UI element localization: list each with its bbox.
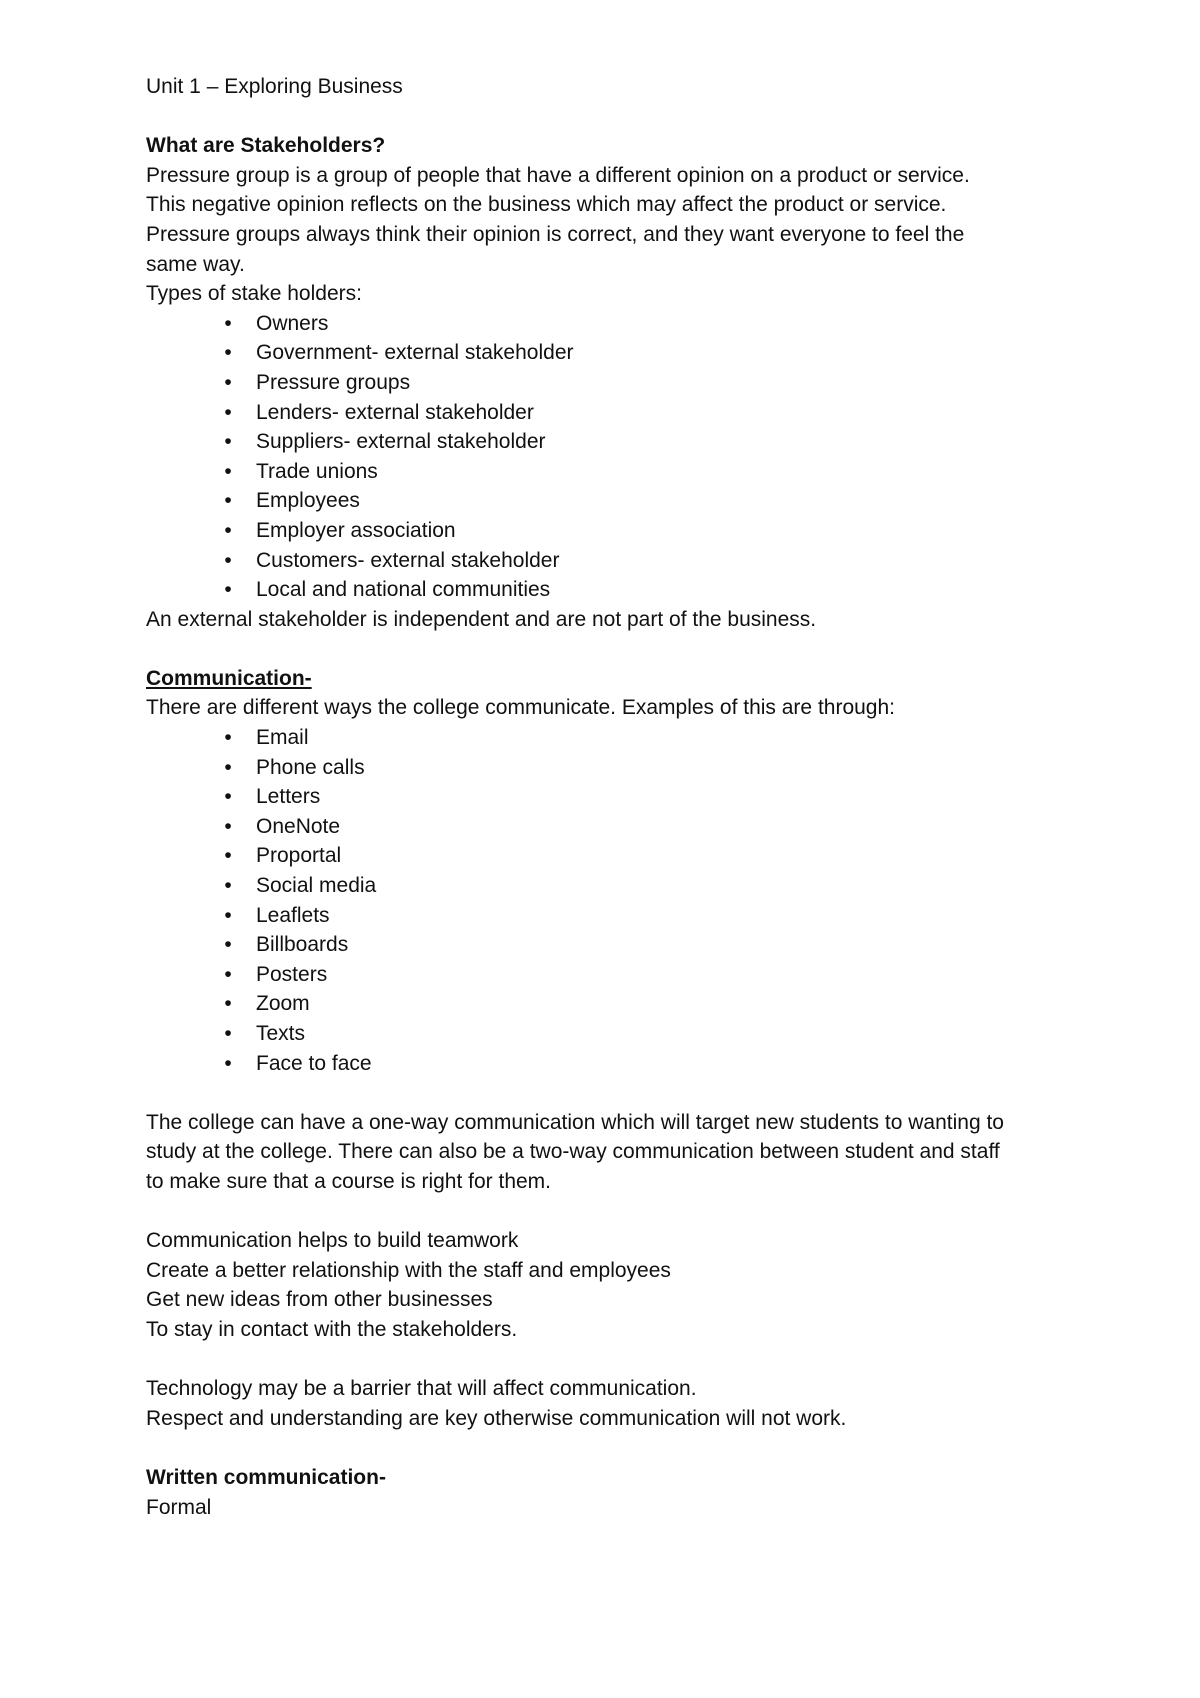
spacer xyxy=(146,1433,1086,1463)
bullet-icon: • xyxy=(224,311,232,335)
external-stakeholder-note: An external stakeholder is independent and are not part of the business. xyxy=(146,607,817,631)
document-page xyxy=(146,72,1086,1522)
stakeholder-type: Employees xyxy=(256,489,360,513)
bullet-icon: • xyxy=(224,755,232,779)
communication-benefit: Get new ideas from other businesses xyxy=(146,1288,493,1312)
communication-method: OneNote xyxy=(256,814,341,838)
spacer xyxy=(146,634,1086,664)
list-item xyxy=(146,575,1086,605)
bullet-icon: • xyxy=(224,578,232,602)
bullet-icon: • xyxy=(224,430,232,454)
written-communication-heading: Written communication- xyxy=(146,1465,386,1489)
bullet-icon: • xyxy=(224,903,232,927)
document-title: Unit 1 – Exploring Business xyxy=(146,75,403,98)
communication-method: Texts xyxy=(256,1022,306,1045)
bullet-icon: • xyxy=(224,548,232,572)
stakeholder-type: Customers- external stakeholder xyxy=(256,548,560,572)
communication-benefit: Create a better relationship with the staff and employees xyxy=(146,1258,671,1282)
stakeholders-heading: What are Stakeholders? xyxy=(146,134,386,158)
communication-heading: Communication- xyxy=(146,666,312,690)
stakeholder-type: Employer association xyxy=(256,518,456,542)
stakeholder-types-intro: Types of stake holders: xyxy=(146,282,362,306)
list-item xyxy=(146,901,1086,931)
list-item xyxy=(146,841,1086,871)
stakeholder-type: Local and national communities xyxy=(256,578,551,602)
bullet-icon: • xyxy=(224,933,232,957)
bullet-icon: • xyxy=(224,459,232,483)
communication-method: Face to face xyxy=(256,1051,372,1075)
stakeholders-paragraph-line: Pressure groups always think their opinion is correct, and they want everyone to feel the xyxy=(146,222,965,246)
communication-method: Billboards xyxy=(256,933,349,957)
communication-method: Email xyxy=(256,726,309,750)
list-item xyxy=(146,782,1086,812)
list-item xyxy=(146,398,1086,428)
list-item xyxy=(146,960,1086,990)
bullet-icon: • xyxy=(224,341,232,365)
one-way-communication-line: The college can have a one-way communication which will target new students to wanting to xyxy=(146,1110,1004,1134)
bullet-icon: • xyxy=(224,814,232,838)
bullet-icon: • xyxy=(224,489,232,513)
list-item xyxy=(146,723,1086,753)
communication-method: Phone calls xyxy=(256,755,365,779)
list-item xyxy=(146,309,1086,339)
stakeholders-paragraph-line: same way. xyxy=(146,252,245,276)
stakeholder-type: Lenders- external stakeholder xyxy=(256,400,534,424)
communication-benefit: Communication helps to build teamwork xyxy=(146,1229,519,1253)
stakeholders-paragraph-line: Pressure group is a group of people that have a different opinion on a product or service. xyxy=(146,163,970,187)
communication-barrier: Technology may be a barrier that will affect communication. xyxy=(146,1377,697,1401)
spacer xyxy=(146,1078,1086,1108)
communication-method: Social media xyxy=(256,874,377,898)
list-item xyxy=(146,368,1086,398)
one-way-communication-line: study at the college. There can also be a two-way communication between student and staff xyxy=(146,1140,1000,1164)
stakeholder-type: Pressure groups xyxy=(256,370,411,394)
bullet-icon: • xyxy=(224,518,232,542)
bullet-icon: • xyxy=(224,874,232,898)
bullet-icon: • xyxy=(224,962,232,986)
bullet-icon: • xyxy=(224,785,232,809)
one-way-communication-line: to make sure that a course is right for them. xyxy=(146,1169,552,1193)
stakeholder-type: Trade unions xyxy=(256,459,378,483)
communication-method: Zoom xyxy=(256,992,310,1016)
list-item xyxy=(146,812,1086,842)
list-item xyxy=(146,1049,1086,1079)
bullet-icon: • xyxy=(224,1022,232,1045)
list-item xyxy=(146,753,1086,783)
stakeholder-types-list xyxy=(146,309,1086,605)
list-item xyxy=(146,1019,1086,1049)
communication-methods-list xyxy=(146,723,1086,1078)
list-item xyxy=(146,457,1086,487)
list-item xyxy=(146,546,1086,576)
communication-barrier: Respect and understanding are key otherwise communication will not work. xyxy=(146,1406,847,1430)
bullet-icon: • xyxy=(224,844,232,868)
communication-intro: There are different ways the college communicate. Examples of this are through: xyxy=(146,696,895,720)
stakeholders-paragraph-line: This negative opinion reflects on the business which may affect the product or service. xyxy=(146,193,947,217)
communication-method: Proportal xyxy=(256,844,342,868)
bullet-icon: • xyxy=(224,992,232,1016)
written-communication-item: Formal xyxy=(146,1495,212,1519)
list-item xyxy=(146,338,1086,368)
stakeholder-type: Suppliers- external stakeholder xyxy=(256,430,546,454)
communication-benefit: To stay in contact with the stakeholders. xyxy=(146,1317,518,1341)
stakeholder-type: Government- external stakeholder xyxy=(256,341,574,365)
list-item xyxy=(146,871,1086,901)
bullet-icon: • xyxy=(224,726,232,750)
list-item xyxy=(146,989,1086,1019)
bullet-icon: • xyxy=(224,370,232,394)
list-item xyxy=(146,486,1086,516)
spacer xyxy=(146,102,1086,132)
communication-method: Leaflets xyxy=(256,903,330,927)
communication-method: Posters xyxy=(256,962,328,986)
communication-method: Letters xyxy=(256,785,321,809)
bullet-icon: • xyxy=(224,400,232,424)
spacer xyxy=(146,1345,1086,1375)
stakeholder-type: Owners xyxy=(256,311,329,335)
list-item xyxy=(146,930,1086,960)
list-item xyxy=(146,427,1086,457)
spacer xyxy=(146,1197,1086,1227)
bullet-icon: • xyxy=(224,1051,232,1075)
list-item xyxy=(146,516,1086,546)
